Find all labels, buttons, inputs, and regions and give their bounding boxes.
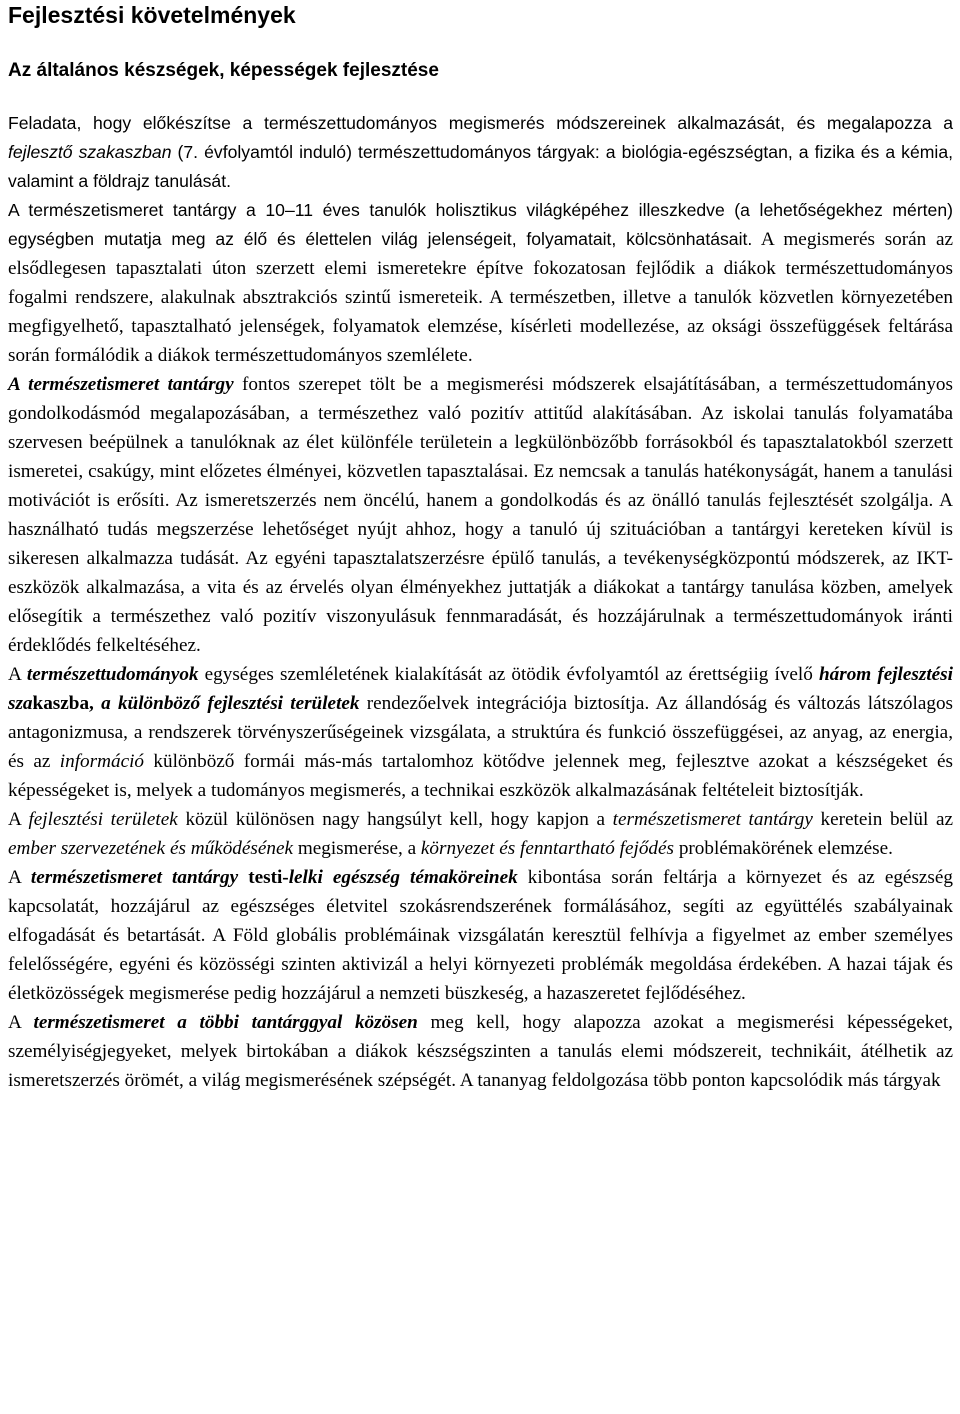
- text-run: (7. évfolyamtól induló) természettudományos tárgyak: a biológia-egészségtan, a fizika és a kémia, valamint a földrajz tanulását.: [8, 142, 953, 191]
- paragraph-integration: [8, 660, 953, 805]
- emphasis-text: ember szervezetének és működésének: [8, 838, 294, 859]
- emphasis-text: természetismeret a többi tantárggyal közösen: [33, 1012, 418, 1033]
- text-run: egységes szemléletének kialakítását az ötödik évfolyamtól az érettségiig ívelő: [198, 664, 819, 685]
- text-run: A: [8, 664, 27, 685]
- text-run: A: [8, 809, 29, 830]
- paragraph-areas: [8, 805, 953, 863]
- text-run: problémakörének elemzése.: [674, 838, 893, 859]
- emphasis-text: információ: [59, 751, 145, 772]
- emphasis-text: lelki egészség témaköreinek: [288, 867, 518, 888]
- emphasis-text: természettudományok: [26, 664, 199, 685]
- paragraph-health: [8, 863, 953, 1008]
- paragraph-holistic: [8, 196, 953, 370]
- paragraph-common: [8, 1008, 953, 1095]
- text-run: különböző formái más-más tartalomhoz kötődve jelennek meg, fejlesztve azokat a készségeket és képességeket is, melyek a tudományos megismerés, a technikai eszközök alkalmazásának feltételeit biztosítják.: [8, 751, 953, 801]
- emphasis-text: környezet és fenntartható fejődés: [420, 838, 675, 859]
- text-run: keretein belül az: [812, 809, 953, 830]
- emphasis-text: A természetismeret tantárgy: [8, 374, 234, 395]
- paragraph-intro: [8, 109, 953, 196]
- text-run: kibontása során feltárja a környezet és az egészség kapcsolatát, hozzájárul az egészséges életvitel szokásrendszerének formálásához, segíti az együttélés szabályainak elfogadását és betartását. A Föld globális problémáinak vizsgálatán keresztül felhívja a figyelmet az ember személyes felelősségére, egyéni és közösségi szinten aktivizál a helyi környezeti problémák megoldása érdekében. A hazai tájak és életközösségek megismerése pedig hozzájárul a nemzeti büszkeség, a hazaszeretet fejlődéséhez.: [8, 867, 954, 1004]
- emphasis-text: természetismeret tantárgy: [612, 809, 813, 830]
- text-run: A természetismeret tantárgy a 10–11 éves tanulók holisztikus világképéhez illeszkedve (a lehetőségekhez mérten) egységben mutatja meg az élő és élettelen világ jelenségeit, folyamatait, kölcsönhatásait.: [8, 200, 953, 249]
- text-run: meg kell, hogy alapozza azokat a megismerési képességeket, személyiségjegyeket, melyek birtokában a diákok készségszinten a tanulás elemi módszereit, technikáit, átélhetik az ismeretszerzés örömét, a világ megismerésének szépségét. A tananyag feldolgozása több ponton kapcsolódik más tárgyak: [8, 1012, 953, 1091]
- text-run: fontos szerepet tölt be a megismerési módszerek elsajátításában, a természettudományos gondolkodásmód megalapozásában, a természethez való pozitív attitűd alakításában. Az iskolai tanulás folyamatába szervesen beépülnek a tanulóknak az élet különféle területein a legkülönbözőbb forrásokból és tapasztalatokból szerzett ismeretei, csakúgy, mint előzetes élményei, közvetlen tapasztalásai. Ez nemcsak a tanulás hatékonyságát, hanem a tanulási motivációt is erősíti. Az ismeretszerzés nem öncélú, hanem a gondolkodás és az önálló tanulás fejlesztését szolgálja. A használható tudás megszerzése lehetőséget nyújt ahhoz, hogy a tanuló új szituációban a tantárgyi kereteken kívül is sikeresen alkalmazza tudását. Az egyéni tapasztalatszerzésre épülő tanulás, a tevékenységközpontú módszerek, az IKT-eszközök alkalmazása, a vita és az érvelés olyan élményekhez juttatják a diákokat a tantárgy tanulása közben, amelyek elősegítik a természethez való pozitív viszonyulásuk fennmaradását, és hozzájárulnak a természettudományok iránti érdeklődés felkeltéséhez.: [8, 374, 953, 656]
- emphasis-text: a különböző fejlesztési területek: [101, 693, 360, 714]
- section-heading: Az általános készségek, képességek fejlesztése: [8, 60, 439, 81]
- text-run: közül különösen nagy hangsúlyt kell, hogy kapjon a: [177, 809, 613, 830]
- paragraph-role: [8, 370, 953, 660]
- emphasis-text: három fejlesztési sza: [8, 664, 953, 714]
- emphasis-text: fejlesztő szakaszban: [8, 142, 172, 162]
- text-run: Feladata, hogy előkészítse a természettudományos megismerés módszereinek alkalmazását, és megalapozza a: [8, 113, 953, 133]
- emphasis-text: természetismeret tantárgy: [30, 867, 239, 888]
- spacer: [8, 83, 953, 109]
- text-run: A: [8, 1012, 34, 1033]
- text-run: rendezőelvek integrációja biztosítja. Az állandóság és változás látszólagos antagonizmusa, a rendszerek törvényszerűségeinek vizsgálata, a struktúra és funkció összefüggései, az anyag, az energia, és az: [8, 693, 953, 772]
- emphasis-text: fejlesztési területek: [28, 809, 178, 830]
- text-run: A: [8, 867, 31, 888]
- bold-text: kaszba,: [32, 693, 102, 714]
- page-heading: Fejlesztési követelmények: [8, 2, 296, 28]
- text-run: megismerése, a: [293, 838, 421, 859]
- bold-text: testi-: [238, 867, 289, 888]
- text-run: A megismerés során az elsődlegesen tapasztalati úton szerzett elemi ismeretekre építve fokozatosan fejlődik a diákok természettudományos fogalmi rendszere, alakulnak absztrakciós szintű ismereteik. A természetben, illetve a tanulók közvetlen környezetében megfigyelhető, tapasztalható jelenségek, folyamatok elemzése, kísérleti modellezése, az oksági összefüggések feltárása során formálódik a diákok természettudományos szemlélete.: [8, 229, 953, 366]
